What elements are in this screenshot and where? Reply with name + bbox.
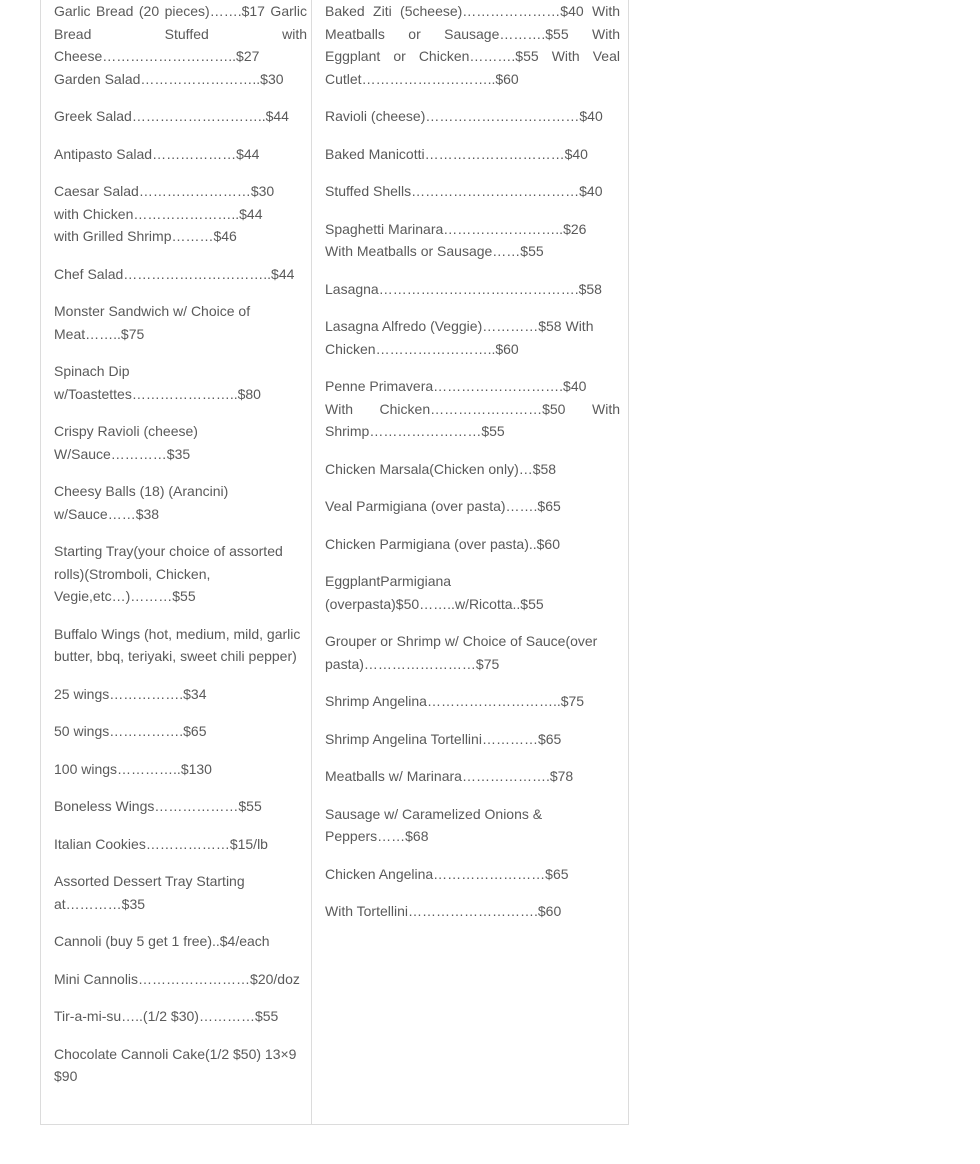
menu-item: Spaghetti Marinara……………………..$26 With Meatballs or Sausage……$55 [325,220,587,259]
menu-item: Ravioli (cheese)……………………………$40 [325,108,603,124]
menu-item: Spinach Dip w/Toastettes…………………..$80 [54,363,261,402]
menu-item: Stuffed Shells………………………………$40 [325,183,603,199]
menu-item: Baked Ziti (5cheese)…………………$40 With Meatballs or Sausage……….$55 With Eggplant or Chicken……….$55 With Veal Cutlet………………………..$60 [325,3,620,87]
menu-column-entrees [312,0,628,1124]
menu-item: Assorted Dessert Tray Starting at…………$35 [54,873,245,912]
menu-item: Cheesy Balls (18) (Arancini) w/Sauce……$38 [54,483,229,522]
menu-item: Mini Cannolis……………………$20/doz [54,970,300,987]
menu-item: Chocolate Cannoli Cake(1/2 $50) 13×9 $90 [54,1045,297,1084]
menu-item: Veal Parmigiana (over pasta)…….$65 [325,498,561,514]
menu-item: Buffalo Wings (hot, medium, mild, garlic butter, bbq, teriyaki, sweet chili pepper) [54,625,301,664]
menu-item: Sausage w/ Caramelized Onions & Peppers……$68 [325,805,543,844]
menu-item: Penne Primavera……………………….$40 With Chicken……………………$50 With Shrimp……………………$55 [325,378,620,439]
menu-item: Chicken Marsala(Chicken only)…$58 [325,460,557,477]
menu-item: Garlic Bread (20 pieces)…….$17 Garlic Bread Stuffed with Cheese………………………..$27 Garden Salad……………………..$30 [54,3,307,87]
menu-item: Lasagna Alfredo (Veggie)…………$58 With Chicken……………………..$60 [325,318,594,357]
menu-item: Meatballs w/ Marinara……………….$78 [325,768,574,784]
menu-item: Chef Salad…………………………..$44 [54,265,295,282]
menu-item: Chicken Parmigiana (over pasta)..$60 [325,535,561,552]
menu-item: Chicken Angelina……………………$65 [325,865,569,882]
menu-item: Grouper or Shrimp w/ Choice of Sauce(over pasta)……………………$75 [325,633,598,672]
menu-item: Shrimp Angelina………………………..$75 [325,693,585,709]
menu-item: Shrimp Angelina Tortellini…………$65 [325,730,562,747]
menu-item: Tir-a-mi-su…..(1/2 $30)…………$55 [54,1008,279,1024]
menu-item: Baked Manicotti…………………………$40 [325,145,588,162]
menu-item: Starting Tray(your choice of assorted rolls)(Stromboli, Chicken, Vegie,etc…)………$55 [54,543,283,604]
menu-item: Boneless Wings………………$55 [54,798,262,814]
menu-item: Italian Cookies………………$15/lb [54,835,268,852]
menu-item: Crispy Ravioli (cheese) W/Sauce…………$35 [54,423,198,462]
menu-item: Lasagna…………………………………….$58 [325,280,602,297]
menu-column-appetizers [41,0,312,1124]
menu-table [40,0,629,1125]
menu-item: Antipasto Salad………………$44 [54,145,260,162]
menu-item: Monster Sandwich w/ Choice of Meat……..$75 [54,303,251,342]
menu-item: With Tortellini……………………….$60 [325,903,562,919]
menu-item: Greek Salad………………………..$44 [54,108,289,124]
menu-item: Cannoli (buy 5 get 1 free)..$4/each [54,933,270,949]
menu-item: Caesar Salad……………………$30 with Chicken…………………..$44 with Grilled Shrimp………$46 [54,183,275,244]
menu-item: 100 wings…………..$130 [54,760,212,777]
menu-item: EggplantParmigiana (overpasta)$50……..w/Ricotta..$55 [325,573,544,612]
menu-item: 50 wings…………….$65 [54,723,207,739]
menu-item: 25 wings…………….$34 [54,685,207,702]
